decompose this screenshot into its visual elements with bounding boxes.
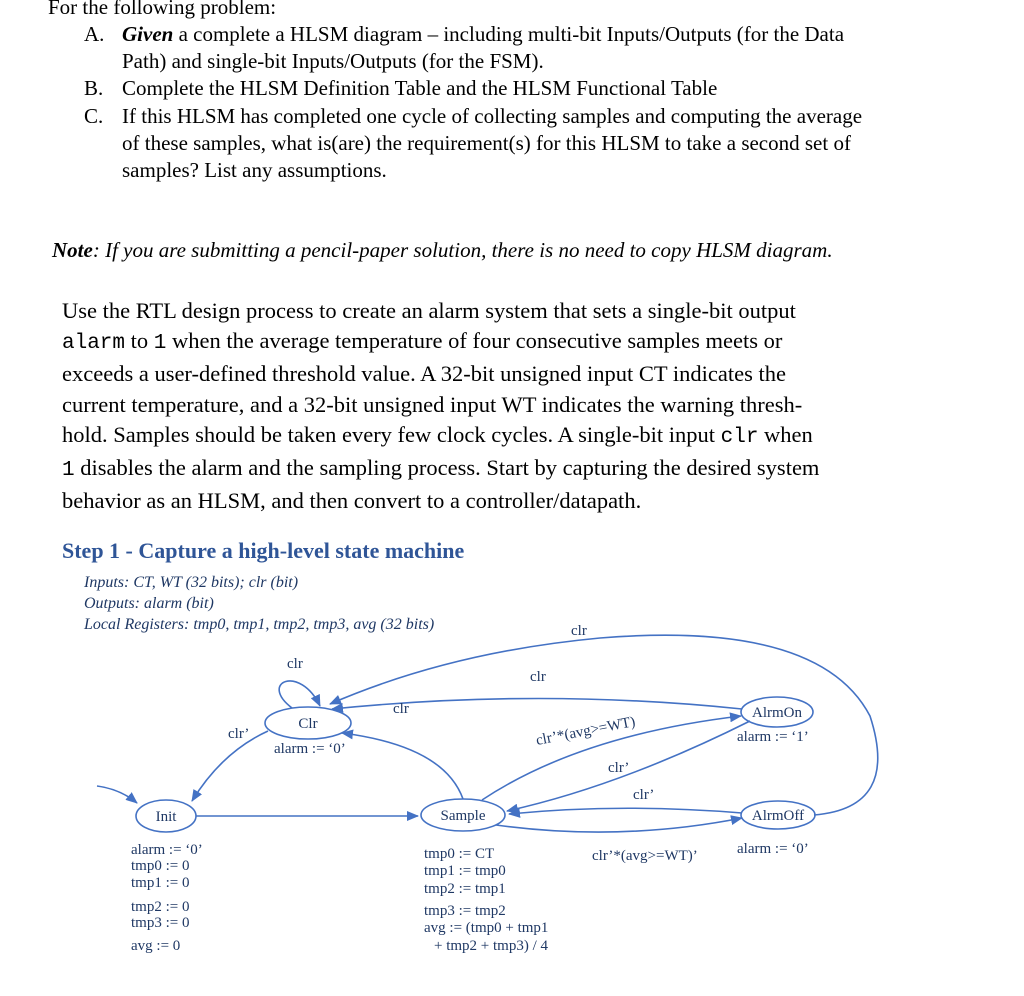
action-init-4: tmp3 := 0 xyxy=(131,915,190,931)
action-sample-2: tmp2 := tmp1 xyxy=(424,881,506,897)
action-alrmoff: alarm := ‘0’ xyxy=(737,841,809,857)
para-line-7: behavior as an HLSM, and then convert to a controller/datapath. xyxy=(62,488,642,514)
action-alrmon: alarm := ‘1’ xyxy=(737,729,809,745)
label-sample-to-alrmoff: clr’*(avg>=WT)’ xyxy=(592,848,698,864)
para-line-5-post: when xyxy=(758,421,813,447)
label-alrmon-to-clr: clr xyxy=(530,669,546,685)
para-line-2-rest: when the average temperature of four consecutive samples meets or xyxy=(166,328,783,354)
item-a-line2: Path) and single-bit Inputs/Outputs (for the FSM). xyxy=(122,49,544,73)
clr-self-loop xyxy=(279,681,320,708)
alrmoff-to-sample-arrow xyxy=(509,808,742,814)
label-alrmoff-to-clr: clr xyxy=(571,623,587,639)
action-init-3: tmp2 := 0 xyxy=(131,899,190,915)
sample-to-alrmoff-arrow xyxy=(496,818,742,832)
item-b-line1: Complete the HLSM Definition Table and the HLSM Functional Table xyxy=(122,76,718,100)
sample-to-clr-arrow xyxy=(342,733,463,799)
item-c-label: C. xyxy=(84,104,104,128)
action-sample-0: tmp0 := CT xyxy=(424,846,495,862)
state-alrmoff-label: AlrmOff xyxy=(751,808,805,824)
action-sample-5: + tmp2 + tmp3) / 4 xyxy=(434,938,549,954)
item-c-line2: of these samples, what is(are) the requirement(s) for this HLSM to take a second set of xyxy=(122,131,851,155)
para-line-6-rest: disables the alarm and the sampling process. Start by capturing the desired system xyxy=(74,455,820,481)
inputs-line: Inputs: CT, WT (32 bits); clr (bit) xyxy=(84,574,299,591)
item-a-label: A. xyxy=(84,22,105,46)
action-sample-3: tmp3 := tmp2 xyxy=(424,903,506,919)
action-sample-4: avg := (tmp0 + tmp1 xyxy=(424,920,549,936)
para-line-1: Use the RTL design process to create an alarm system that sets a single-bit output xyxy=(62,298,796,323)
item-a-text: a complete a HLSM diagram – including multi-bit Inputs/Outputs (for the Data xyxy=(173,22,845,46)
action-init-1: tmp0 := 0 xyxy=(131,858,190,874)
label-alrmon-to-sample: clr’ xyxy=(608,760,630,776)
para-line-3: exceeds a user-defined threshold value. A 32-bit unsigned input CT indicates the xyxy=(62,361,786,387)
note-label: Note xyxy=(52,238,93,262)
note-text: : If you are submitting a pencil-paper solution, there is no need to copy HLSM diagram. xyxy=(92,238,833,262)
problem-heading: For the following problem: xyxy=(48,0,277,19)
state-sample-label: Sample xyxy=(440,808,486,824)
item-a-bold-word: Given xyxy=(122,22,174,46)
action-init-5: avg := 0 xyxy=(131,938,181,954)
label-clr-self: clr xyxy=(287,656,303,672)
item-c-line1: If this HLSM has completed one cycle of collecting samples and computing the average xyxy=(122,104,863,128)
item-b-label: B. xyxy=(84,76,104,100)
step-title: Step 1 - Capture a high-level state machine xyxy=(62,538,465,563)
state-alrmon-label: AlrmOn xyxy=(752,705,802,721)
outputs-line: Outputs: alarm (bit) xyxy=(84,595,214,612)
action-clr: alarm := ‘0’ xyxy=(274,741,346,757)
action-sample-1: tmp1 := tmp0 xyxy=(424,863,506,879)
para-line-5-pre: hold. Samples should be taken every few clock cycles. A single-bit input xyxy=(62,421,721,447)
state-init-label: Init xyxy=(155,809,177,825)
para-line-2-mid: to xyxy=(125,328,154,354)
code-alarm: alarm xyxy=(62,332,126,356)
code-clr: clr xyxy=(720,425,759,449)
locals-line: Local Registers: tmp0, tmp1, tmp2, tmp3, avg (32 bits) xyxy=(84,616,435,633)
label-alrmoff-to-sample: clr’ xyxy=(633,787,655,803)
item-c-line3: samples? List any assumptions. xyxy=(122,158,387,182)
label-clr-to-init: clr’ xyxy=(228,726,250,742)
action-init-2: tmp1 := 0 xyxy=(131,875,190,891)
code-one-b: 1 xyxy=(62,459,75,483)
code-one: 1 xyxy=(153,332,167,356)
label-sample-to-clr: clr xyxy=(393,701,409,717)
label-sample-to-alrmon: clr’*(avg>=WT) xyxy=(534,713,637,749)
state-clr-label: Clr xyxy=(298,716,318,732)
init-entry-arrow xyxy=(97,786,137,803)
action-init-0: alarm := ‘0’ xyxy=(131,842,203,858)
para-line-4: current temperature, and a 32-bit unsigned input WT indicates the warning thresh- xyxy=(62,391,803,417)
